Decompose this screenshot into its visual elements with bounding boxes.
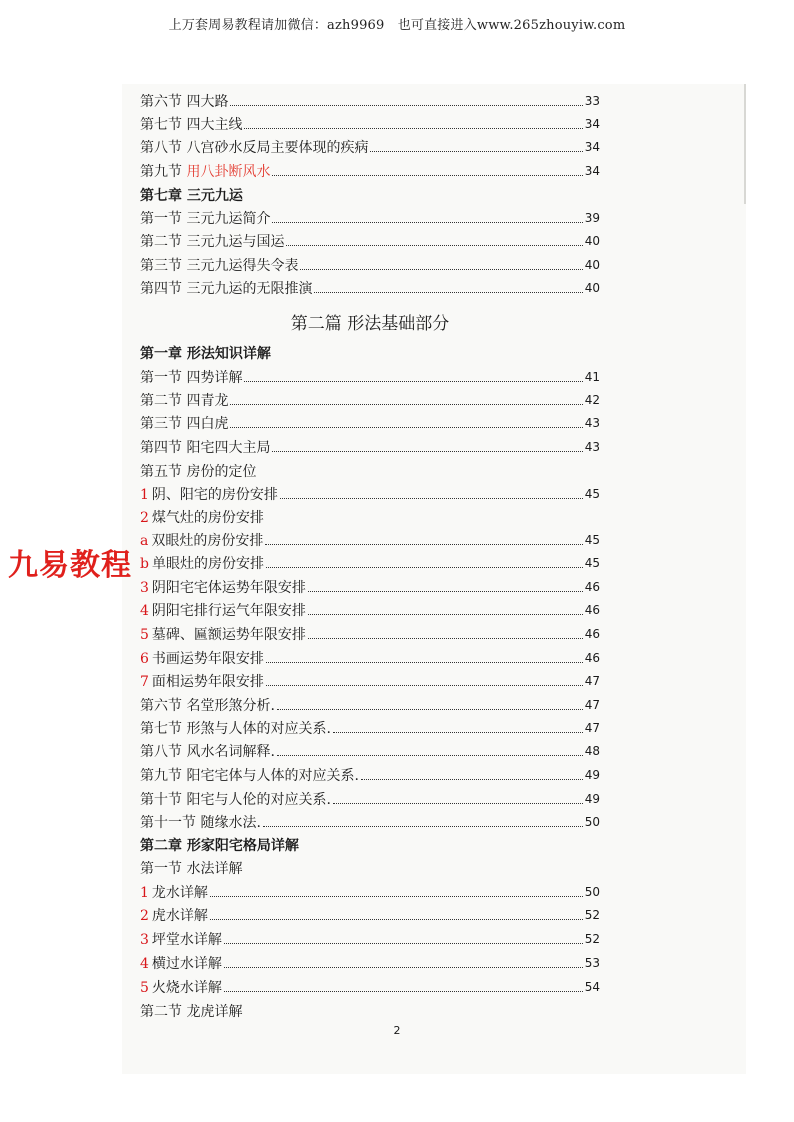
toc-entry-text: 第一节 三元九运简介 bbox=[140, 211, 271, 227]
toc-entry bbox=[140, 230, 600, 252]
toc-entry-number: 2 bbox=[140, 908, 149, 924]
toc-entry bbox=[140, 254, 600, 276]
toc-entry-label bbox=[140, 137, 368, 157]
watermark-logo: 九易教程 bbox=[8, 548, 132, 583]
toc-entry-number: 5 bbox=[140, 980, 149, 996]
toc-page-number: 40 bbox=[584, 234, 600, 248]
toc-dot-leader bbox=[230, 104, 582, 106]
toc-entry bbox=[140, 647, 600, 669]
toc-entry-text: 第九节 bbox=[140, 164, 187, 180]
toc-page-number: 43 bbox=[584, 440, 600, 454]
toc-entry-text: 坪堂水详解 bbox=[151, 932, 222, 948]
toc-page-number: 45 bbox=[584, 533, 600, 547]
toc-entry bbox=[140, 460, 600, 482]
toc-dot-leader bbox=[333, 802, 583, 804]
toc-entry-text: 阴阳宅排行运气年限安排 bbox=[151, 603, 306, 619]
toc-entry-label bbox=[140, 185, 243, 205]
toc-dot-leader bbox=[224, 990, 583, 992]
toc-entry-text: 第一节 四势详解 bbox=[140, 370, 243, 386]
toc-entry-label bbox=[140, 390, 228, 410]
toc-entry-label bbox=[140, 648, 264, 668]
toc-entry-text: 面相运势年限安排 bbox=[151, 674, 264, 690]
toc-entry-label bbox=[140, 413, 228, 433]
toc-dot-leader bbox=[361, 778, 583, 780]
toc-dot-leader bbox=[277, 708, 583, 710]
toc-page-number: 52 bbox=[584, 908, 600, 922]
toc-entry-label bbox=[140, 91, 228, 111]
toc-page-number: 47 bbox=[584, 698, 600, 712]
toc-entry-text: 第六节 名堂形煞分析. bbox=[140, 698, 275, 714]
toc-entry-text: 第三节 三元九运得失令表 bbox=[140, 258, 299, 274]
toc-entry-number: 2 bbox=[140, 510, 149, 526]
toc-entry-label bbox=[140, 484, 278, 504]
toc-entry-text: 单眼灶的房份安排 bbox=[151, 556, 264, 572]
toc-page-number: 41 bbox=[584, 370, 600, 384]
toc-entry-text: 第五节 房份的定位 bbox=[140, 464, 257, 480]
toc-page-number: 50 bbox=[584, 815, 600, 829]
toc-page-number: 34 bbox=[584, 140, 600, 154]
toc-entry bbox=[140, 412, 600, 434]
toc-entry-number: 3 bbox=[140, 932, 149, 948]
toc-entry-text: 第十节 阳宅与人伦的对应关系. bbox=[140, 792, 331, 808]
toc-entry-text: 第一章 形法知识详解 bbox=[140, 346, 271, 362]
toc-entry bbox=[140, 529, 600, 551]
toc-dot-leader bbox=[244, 380, 582, 382]
toc-page-number: 45 bbox=[584, 487, 600, 501]
toc-entry-label bbox=[140, 741, 275, 761]
toc-entry-label bbox=[140, 577, 306, 597]
toc-entry-label bbox=[140, 161, 270, 181]
toc-entry-text: 火烧水详解 bbox=[151, 980, 222, 996]
toc-entry-text: 双眼灶的房份安排 bbox=[151, 533, 264, 549]
toc-dot-leader bbox=[370, 150, 582, 152]
chapter-heading bbox=[140, 184, 600, 206]
toc-dot-leader bbox=[308, 613, 583, 615]
toc-entry-text: 第二章 形家阳宅格局详解 bbox=[140, 838, 299, 854]
toc-entry-label bbox=[140, 812, 261, 832]
toc-entry-label bbox=[140, 718, 331, 738]
toc-page-number: 39 bbox=[584, 211, 600, 225]
toc-entry bbox=[140, 576, 600, 598]
toc-entry bbox=[140, 1000, 600, 1022]
toc-entry-text: 横过水详解 bbox=[151, 956, 222, 972]
toc-entry-text: 第四节 三元九运的无限推演 bbox=[140, 281, 313, 297]
toc-entry-number: 1 bbox=[140, 885, 149, 901]
toc-entry-text: 第八节 八宫砂水反局主要体现的疾病 bbox=[140, 140, 369, 156]
toc-page-number: 52 bbox=[584, 932, 600, 946]
toc-entry-text: 第六节 四大路 bbox=[140, 94, 229, 110]
toc-entry-label bbox=[140, 695, 275, 715]
toc-dot-leader bbox=[266, 566, 583, 568]
toc-page-number: 45 bbox=[584, 556, 600, 570]
toc-entry-number: 7 bbox=[140, 674, 149, 690]
toc-entry-label bbox=[140, 114, 242, 134]
toc-entry bbox=[140, 670, 600, 692]
toc-entry bbox=[140, 717, 600, 739]
toc-page-number: 43 bbox=[584, 416, 600, 430]
toc-entry-text: 第一节 水法详解 bbox=[140, 861, 243, 877]
toc-dot-leader bbox=[263, 825, 583, 827]
toc-entry-text: 墓碑、匾额运势年限安排 bbox=[151, 627, 306, 643]
toc-dot-leader bbox=[280, 497, 583, 499]
toc-page-number: 53 bbox=[584, 956, 600, 970]
toc-page-number: 46 bbox=[584, 580, 600, 594]
toc-entry bbox=[140, 113, 600, 135]
toc-entry-text: 第二节 三元九运与国运 bbox=[140, 234, 285, 250]
toc-entry-label bbox=[140, 789, 331, 809]
toc-entry-number: 1 bbox=[140, 487, 149, 503]
toc-entry-text: 第十一节 随缘水法. bbox=[140, 815, 261, 831]
header-banner: 上万套周易教程请加微信：azh9969 也可直接进入www.265zhouyiw.com bbox=[168, 18, 626, 33]
toc-entry bbox=[140, 483, 600, 505]
toc-entry-label bbox=[140, 553, 264, 573]
toc-entry-label bbox=[140, 255, 298, 275]
toc-dot-leader bbox=[308, 637, 583, 639]
toc-entry bbox=[140, 366, 600, 388]
toc-entry-label bbox=[140, 278, 312, 298]
toc-entry-label bbox=[140, 671, 264, 691]
toc-page-number: 46 bbox=[584, 627, 600, 641]
toc-dot-leader bbox=[230, 403, 582, 405]
toc-entry-number: 5 bbox=[140, 627, 149, 643]
toc-entry-label bbox=[140, 1001, 242, 1021]
toc-entry-text: 第七节 形煞与人体的对应关系. bbox=[140, 721, 331, 737]
toc-dot-leader bbox=[266, 684, 583, 686]
toc-page-number: 47 bbox=[584, 721, 600, 735]
toc-entry bbox=[140, 904, 600, 926]
toc-entry bbox=[140, 881, 600, 903]
toc-dot-leader bbox=[277, 754, 583, 756]
toc-entry-text: 龙水详解 bbox=[151, 885, 208, 901]
toc-entry-label bbox=[140, 507, 264, 527]
toc-page-number: 50 bbox=[584, 885, 600, 899]
toc-entry-label bbox=[140, 530, 263, 550]
toc-entry bbox=[140, 952, 600, 974]
toc-entry bbox=[140, 623, 600, 645]
toc-entry bbox=[140, 599, 600, 621]
toc-entry-label bbox=[140, 835, 299, 855]
toc-dot-leader bbox=[286, 244, 582, 246]
chapter-heading bbox=[140, 342, 600, 364]
toc-entry bbox=[140, 160, 600, 182]
toc-entry-text: 第四节 阳宅四大主局 bbox=[140, 440, 271, 456]
toc-entry bbox=[140, 811, 600, 833]
toc-dot-leader bbox=[224, 942, 583, 944]
toc-dot-leader bbox=[224, 966, 583, 968]
toc-dot-leader bbox=[300, 268, 582, 270]
toc-entry bbox=[140, 277, 600, 299]
toc-dot-leader bbox=[272, 450, 582, 452]
toc-entry-text: 煤气灶的房份安排 bbox=[151, 510, 264, 526]
toc-dot-leader bbox=[272, 221, 582, 223]
toc-entry-label bbox=[140, 461, 256, 481]
toc-dot-leader bbox=[230, 426, 582, 428]
toc-dot-leader bbox=[210, 918, 583, 920]
toc-page-number: 46 bbox=[584, 603, 600, 617]
toc-entry-label bbox=[140, 765, 359, 785]
toc-entry bbox=[140, 764, 600, 786]
toc-entry-label bbox=[140, 953, 222, 973]
toc-entry-label bbox=[140, 905, 208, 925]
toc-entry-label bbox=[140, 858, 242, 878]
toc-page-number: 47 bbox=[584, 674, 600, 688]
part-title bbox=[140, 310, 600, 332]
toc-entry bbox=[140, 740, 600, 762]
toc-entry bbox=[140, 90, 600, 112]
toc-entry-text: 第七章 三元九运 bbox=[140, 188, 243, 204]
toc-dot-leader bbox=[272, 174, 582, 176]
toc-entry-number: 4 bbox=[140, 956, 149, 972]
toc-page-number: 49 bbox=[584, 768, 600, 782]
toc-entry-label bbox=[140, 600, 306, 620]
toc-page-number: 42 bbox=[584, 393, 600, 407]
toc-page-number: 48 bbox=[584, 744, 600, 758]
toc-entry bbox=[140, 436, 600, 458]
toc-dot-leader bbox=[244, 127, 582, 129]
toc-entry-label bbox=[140, 231, 284, 251]
toc-entry bbox=[140, 857, 600, 879]
toc-page-number: 40 bbox=[584, 281, 600, 295]
toc-entry bbox=[140, 136, 600, 158]
scan-edge-mark bbox=[744, 84, 746, 204]
toc-dot-leader bbox=[333, 731, 583, 733]
toc-entry-label bbox=[140, 343, 271, 363]
toc-entry bbox=[140, 552, 600, 574]
toc-page-number: 40 bbox=[584, 258, 600, 272]
toc-entry-text: 第二节 龙虎详解 bbox=[140, 1004, 243, 1020]
toc-dot-leader bbox=[314, 291, 582, 293]
toc-entry-text: 书画运势年限安排 bbox=[151, 651, 264, 667]
toc-entry-label bbox=[140, 367, 242, 387]
toc-page-number: 34 bbox=[584, 164, 600, 178]
toc-entry-text: 第九节 阳宅宅体与人体的对应关系. bbox=[140, 768, 359, 784]
toc-entry bbox=[140, 694, 600, 716]
toc-entry-highlight: 用八卦断风水 bbox=[186, 164, 271, 180]
toc-entry-label bbox=[140, 929, 222, 949]
toc-entry-text: 第二篇 形法基础部分 bbox=[290, 313, 450, 334]
toc-dot-leader bbox=[265, 543, 582, 545]
toc-entry-text: 第八节 风水名词解释. bbox=[140, 744, 275, 760]
toc-entry-number: b bbox=[140, 556, 149, 572]
toc-entry bbox=[140, 788, 600, 810]
toc-entry-label bbox=[140, 977, 222, 997]
toc-page-number: 34 bbox=[584, 117, 600, 131]
toc-entry bbox=[140, 389, 600, 411]
toc-entry bbox=[140, 207, 600, 229]
toc-entry-text: 虎水详解 bbox=[151, 908, 208, 924]
toc-entry-label bbox=[140, 208, 270, 228]
toc-page-number: 49 bbox=[584, 792, 600, 806]
chapter-heading bbox=[140, 834, 600, 856]
toc-dot-leader bbox=[266, 661, 583, 663]
toc-entry-text: 第二节 四青龙 bbox=[140, 393, 229, 409]
toc-entry-number: 4 bbox=[140, 603, 149, 619]
toc-dot-leader bbox=[308, 590, 583, 592]
toc-entry bbox=[140, 976, 600, 998]
toc-entry-text: 阴、阳宅的房份安排 bbox=[151, 487, 278, 503]
toc-page-number: 54 bbox=[584, 980, 600, 994]
toc-entry-number: 6 bbox=[140, 651, 149, 667]
toc-entry bbox=[140, 506, 600, 528]
toc-entry-label bbox=[140, 882, 208, 902]
toc-entry-text: 第七节 四大主线 bbox=[140, 117, 243, 133]
toc-entry-number: a bbox=[140, 533, 149, 549]
toc-entry-text: 第三节 四白虎 bbox=[140, 416, 229, 432]
page-number: 2 bbox=[393, 1024, 401, 1037]
toc-entry-label bbox=[140, 437, 270, 457]
toc-entry-label bbox=[140, 624, 306, 644]
toc-page-number: 46 bbox=[584, 651, 600, 665]
toc-page-number: 33 bbox=[584, 94, 600, 108]
toc-dot-leader bbox=[210, 895, 583, 897]
toc-entry-text: 阴阳宅宅体运势年限安排 bbox=[151, 580, 306, 596]
toc-entry-number: 3 bbox=[140, 580, 149, 596]
toc-entry-label bbox=[291, 309, 449, 334]
toc-entry bbox=[140, 928, 600, 950]
